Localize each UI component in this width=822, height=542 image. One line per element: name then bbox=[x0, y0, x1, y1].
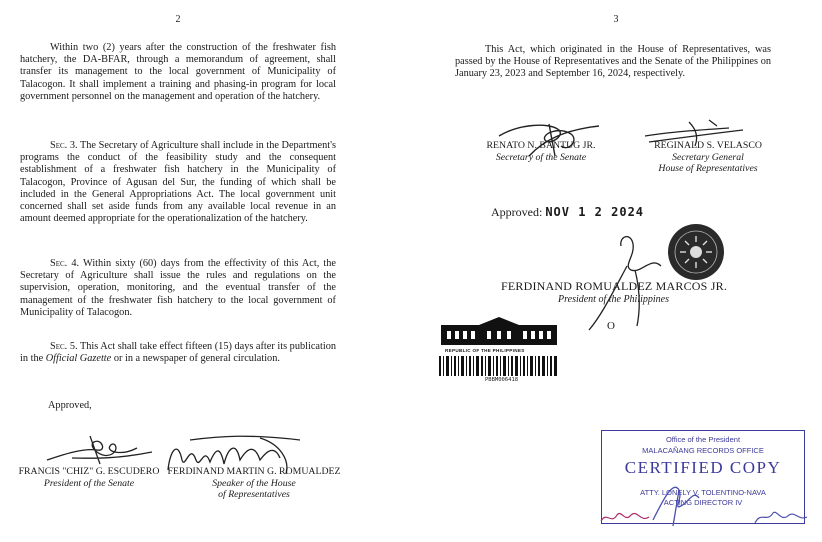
president-title: President of the Philippines bbox=[558, 294, 670, 305]
barcode-icon bbox=[439, 356, 559, 376]
house-speaker-title-2: of Representatives bbox=[218, 489, 290, 500]
barcode-number: PBBM006418 bbox=[485, 377, 519, 383]
section-3-label: Sec. 3. bbox=[50, 140, 78, 151]
right-page bbox=[411, 0, 822, 542]
initials-mark-blue bbox=[751, 505, 811, 529]
malacanang-building-icon bbox=[439, 315, 559, 347]
stamp-director-line: ACTING DIRECTOR IV bbox=[663, 498, 743, 507]
house-speaker-block bbox=[164, 466, 344, 501]
stamp-office-line: Office of the President bbox=[665, 435, 741, 444]
senate-secretary-block bbox=[461, 140, 621, 163]
stamp-records-office-line: MALACAÑANG RECORDS OFFICE bbox=[642, 446, 764, 455]
section-5-paragraph: Sec. 5. This Act shall take effect fifteen (15) days after its publication in the Official Gazette or in a newspaper of general circulation. bbox=[20, 341, 337, 365]
building-caption: REPUBLIC OF THE PHILIPPINES bbox=[445, 348, 525, 353]
page-number-right: 3 bbox=[613, 14, 619, 25]
approved-label-left: Approved, bbox=[48, 400, 92, 411]
stamp-certified-copy-line: CERTIFIED COPY bbox=[624, 458, 782, 477]
senate-secretary-title: Secretary of the Senate bbox=[495, 151, 587, 163]
house-secretary-title-2: House of Representatives bbox=[658, 163, 758, 174]
escudero-signature bbox=[42, 430, 162, 470]
house-speaker-name: FERDINAND MARTIN G. ROMUALDEZ bbox=[167, 466, 341, 477]
section-5-label: Sec. 5. bbox=[50, 341, 78, 352]
house-secretary-block bbox=[633, 140, 783, 175]
official-gazette-italic: Official Gazette bbox=[45, 353, 112, 365]
approved-label-right: Approved: bbox=[491, 205, 543, 219]
house-secretary-name: REGINALD S. VELASCO bbox=[654, 140, 762, 151]
section-4-label: Sec. 4. bbox=[50, 258, 80, 269]
senate-president-name: FRANCIS "CHIZ" G. ESCUDERO bbox=[18, 466, 160, 477]
initials-mark-red bbox=[597, 505, 657, 529]
small-circle-mark: O bbox=[607, 320, 615, 332]
house-secretary-title-1: Secretary General bbox=[672, 151, 744, 163]
senate-president-title: President of the Senate bbox=[43, 477, 135, 489]
house-speaker-title-1: Speaker of the House bbox=[212, 477, 296, 489]
approval-line bbox=[491, 205, 644, 220]
origin-paragraph: This Act, which originated in the House of Representatives, was passed by the House of Representatives and the Senate of the Philippines on January 23, 2023 and September 16, 2024, respectively. bbox=[455, 44, 771, 80]
section-3-paragraph: Sec. 3. The Secretary of Agriculture shall include in the Department's programs the conduct of the feasibility study and the consequent establishment of a freshwater fish hatchery in the Municipality of Talacogon, Province of Agusan del Sur, the funding of which shall be included in the General Appropriations Act. The local government unit concerned shall set aside funds from any available local revenue in an amount deemed appropriate for the operationalization of the hatchery. bbox=[20, 140, 336, 225]
stamp-attorney-line: ATTY. LONELY V. TOLENTINO-NAVA bbox=[640, 488, 766, 497]
senate-secretary-name: RENATO N. BANTUG JR. bbox=[486, 140, 596, 151]
approval-date-stamp: NOV 1 2 2024 bbox=[545, 205, 645, 219]
section-4-paragraph: Sec. 4. Within sixty (60) days from the effectivity of this Act, the Secretary of Agriculture shall issue the rules and regulations on the supervision, operation, monitoring, and the eventual transfer of the management of the freshwater fish hatchery to the local government of Municipality of Talacogon. bbox=[20, 258, 337, 318]
paragraph-1: Within two (2) years after the construction of the freshwater fish hatchery, the DA-BFAR, through a memorandum of agreement, shall transfer its management to the local government of Municipality of Talacogon. It shall implement a training and phasing-in program for local government personnel on the management and operation of the hatchery. bbox=[20, 42, 336, 102]
page-number-left: 2 bbox=[175, 14, 181, 25]
president-name: FERDINAND ROMUALDEZ MARCOS JR. bbox=[501, 279, 728, 293]
senate-president-block bbox=[14, 466, 164, 489]
